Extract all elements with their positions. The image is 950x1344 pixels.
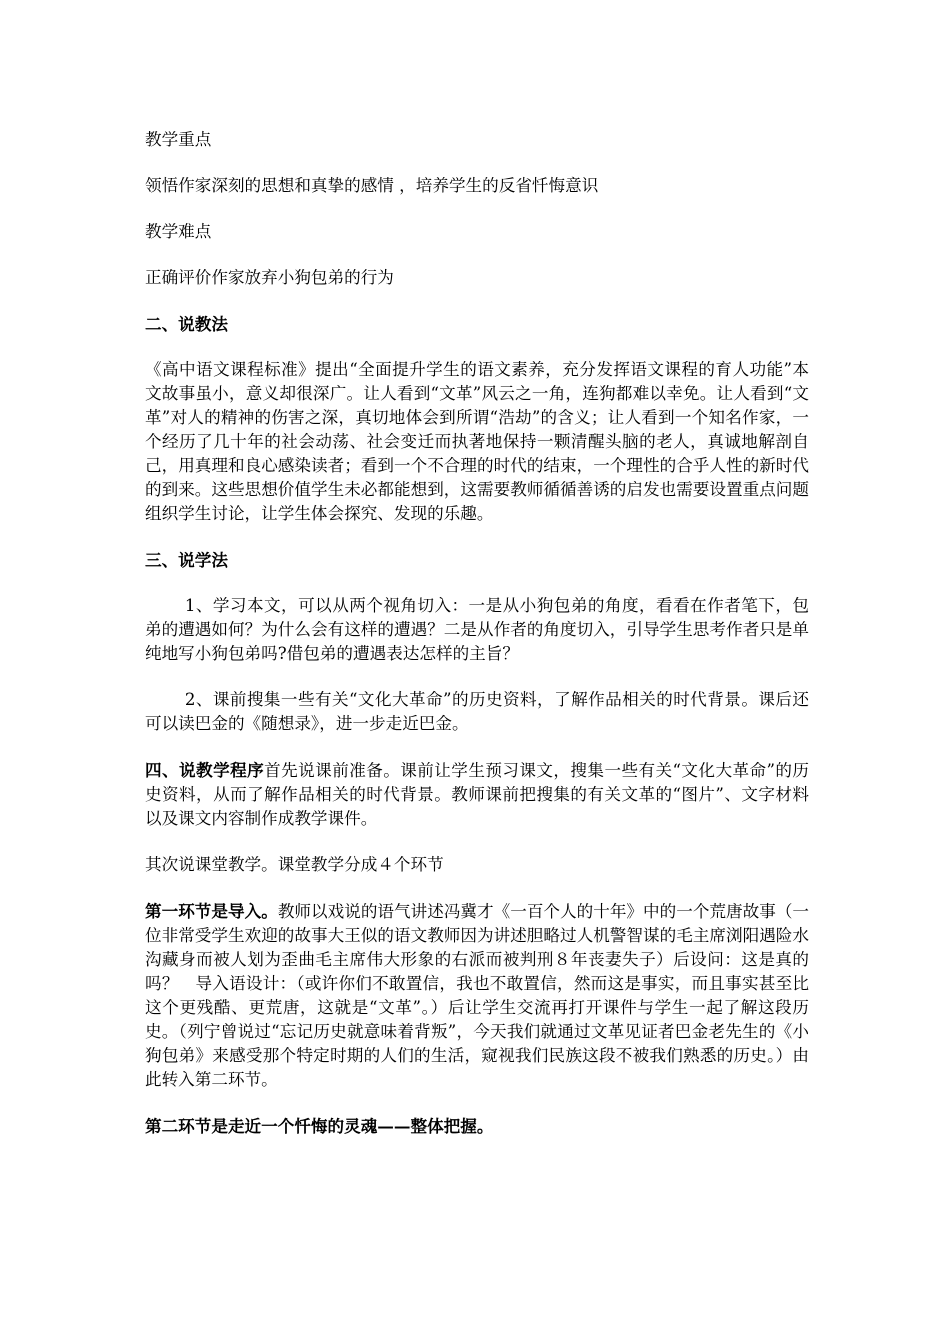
key-point-heading: 教学重点 bbox=[145, 130, 212, 149]
document-body bbox=[145, 128, 809, 1138]
section-procedure-paragraph bbox=[145, 758, 809, 831]
difficulty-heading: 教学难点 bbox=[145, 222, 212, 241]
section-teaching-method-heading: 二、说教法 bbox=[145, 314, 228, 334]
difficulty-text: 正确评价作家放弃小狗包弟的行为 bbox=[145, 268, 394, 287]
section-teaching-method-paragraph: 《高中语文课程标准》提出“全面提升学生的语文素养，充分发挥语文课程的育人功能”本文故事虽小，意义却很深广。让人看到“文革”风云之一角，连狗都难以幸免。让人看到“文革”对人的精神的伤害之深，真切地体会到所谓“浩劫”的含义；让人看到一个知名作家，一个经历了几十年的社会动荡、社会变迁而执著地保持一颗清醒头脑的老人，真诚地解剖自己，用真理和良心感染读者；看到一个不合理的时代的结束，一个理性的合乎人性的新时代的到来。这些思想价值学生未必都能想到，这需要教师循循善诱的启发也需要设置重点问题组织学生讨论，让学生体会探究、发现的乐趣。 bbox=[145, 360, 809, 523]
key-point-text: 领悟作家深刻的思想和真挚的感情 ，培养学生的反省忏悔意识 bbox=[145, 176, 599, 195]
section-procedure-text: 首先说课前准备。课前让学生预习课文，搜集一些有关“文化大革命”的历史资料，从而了解作品相关的时代背景。教师课前把搜集的有关文革的“图片”、文字材料以及课文内容制作成教学课件。 bbox=[145, 761, 810, 828]
classroom-intro: 其次说课堂教学。课堂教学分成４个环节 bbox=[145, 855, 444, 874]
learning-method-item-1: 1、学习本文，可以从两个视角切入：一是从小狗包弟的角度，看看在作者笔下，包弟的遭遇如何？为什么会有这样的遭遇？二是从作者的角度切入，引导学生思考作者只是单纯地写小狗包弟吗?借包弟的遭遇表达怎样的主旨？ bbox=[145, 596, 809, 663]
section-procedure-heading: 四、说教学程序 bbox=[145, 760, 265, 780]
section-learning-method-heading: 三、说学法 bbox=[145, 550, 228, 570]
step1-paragraph bbox=[145, 899, 809, 1092]
learning-method-item-2: 2、课前搜集一些有关“文化大革命”的历史资料，了解作品相关的时代背景。课后还可以读巴金的《随想录》，进一步走近巴金。 bbox=[145, 690, 809, 733]
step1-text: 教师以戏说的语气讲述冯冀才《一百个人的十年》中的一个荒唐故事（一位非常受学生欢迎的故事大王似的语文教师因为讲述胆略过人机警智谋的毛主席浏阳遇险水沟藏身而被人划为歪曲毛主席伟大形象的右派而被判刑８年丧妻失子）后设问：这是真的吗？ 导入语设计：（或许你们不敢置信，我也不敢置信，然而这是事实，而且事实甚至比这个更残酷、更荒唐，这就是“文革”。）后让学生交流再打开课件与学生一起了解这段历史。（列宁曾说过“忘记历史就意味着背叛”，今天我们就通过文革见证者巴金老先生的《小狗包弟》来感受那个特定时期的人们的生活，窥视我们民族这段不被我们熟悉的历史。）由此转入第二环节。 bbox=[145, 902, 810, 1089]
step1-heading: 第一环节是导入。 bbox=[145, 901, 278, 921]
step2-heading: 第二环节是走近一个忏悔的灵魂——整体把握。 bbox=[145, 1116, 494, 1136]
